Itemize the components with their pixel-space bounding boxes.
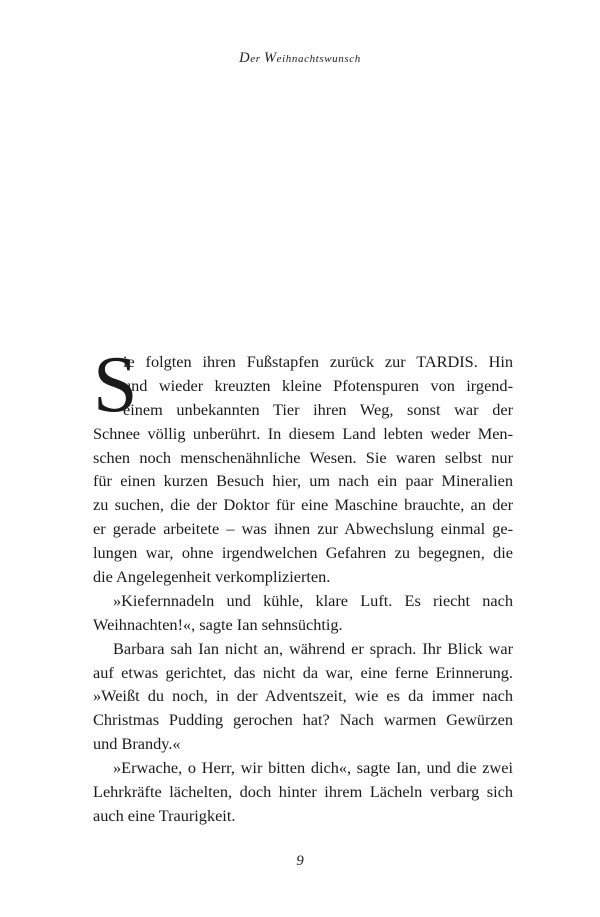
text-line: »Kiefernnadeln und kühle, klare Luft. Es riecht nach	[113, 590, 513, 610]
text-line: Lehrkräfte lächelten, doch hinter ihrem Lächeln verbarg sich	[93, 782, 513, 802]
text-line: ie folgten ihren Fußstapfen zurück zur TARDIS. Hin	[123, 352, 513, 371]
text-line: zu suchen, die der Doktor für eine Maschine brauchte, an der	[93, 495, 513, 515]
paragraph-2	[93, 589, 513, 637]
text-line: Schnee völlig unberührt. In diesem Land lebten weder Men-	[93, 423, 513, 443]
paragraph-3	[93, 637, 513, 756]
page-number: 9	[296, 853, 304, 869]
paragraph-4	[93, 756, 513, 828]
text-line: er gerade arbeitete – was ihnen zur Abwechslung einmal ge-	[93, 519, 513, 539]
text-line: auf etwas gerichtet, das nicht da war, eine ferne Erinnerung.	[93, 662, 513, 682]
drop-cap: S	[93, 341, 138, 429]
text-line: »Erwache, o Herr, wir bitten dich«, sagte Ian, und die zwei	[113, 758, 513, 778]
text-line: Christmas Pudding gerochen hat? Nach warmen Gewürzen	[93, 710, 513, 730]
text-line: schen noch menschenähnliche Wesen. Sie waren selbst nur	[93, 447, 513, 467]
running-head-cap-2: W	[263, 50, 277, 66]
text-line: lungen war, ohne irgendwelchen Gefahren zu begegnen, die	[93, 543, 513, 563]
running-head	[0, 50, 600, 67]
text-line: »Weißt du noch, in der Adventszeit, wie es da immer nach	[93, 686, 513, 706]
running-head-sc-1: er	[250, 53, 264, 65]
body-text	[93, 341, 513, 828]
paragraph-1	[93, 341, 513, 589]
text-line: Barbara sah Ian nicht an, während er sprach. Ihr Blick war	[113, 638, 513, 658]
text-line: und Brandy.«	[93, 734, 181, 754]
text-line: die Angelegenheit verkomplizierten.	[93, 567, 331, 587]
text-line: Weihnachten!«, sagte Ian sehnsüchtig.	[93, 614, 343, 634]
running-head-cap-1: D	[239, 50, 251, 66]
text-line: auch eine Traurigkeit.	[93, 805, 236, 825]
text-line: für einen kurzen Besuch hier, um nach ein paar Mineralien	[93, 471, 513, 491]
running-head-sc-2: eihnachtswunsch	[276, 53, 361, 65]
text-line: und wieder kreuzten kleine Pfotenspuren von irgend-	[123, 375, 513, 395]
text-line: einem unbekannten Tier ihren Weg, sonst war der	[123, 399, 513, 419]
